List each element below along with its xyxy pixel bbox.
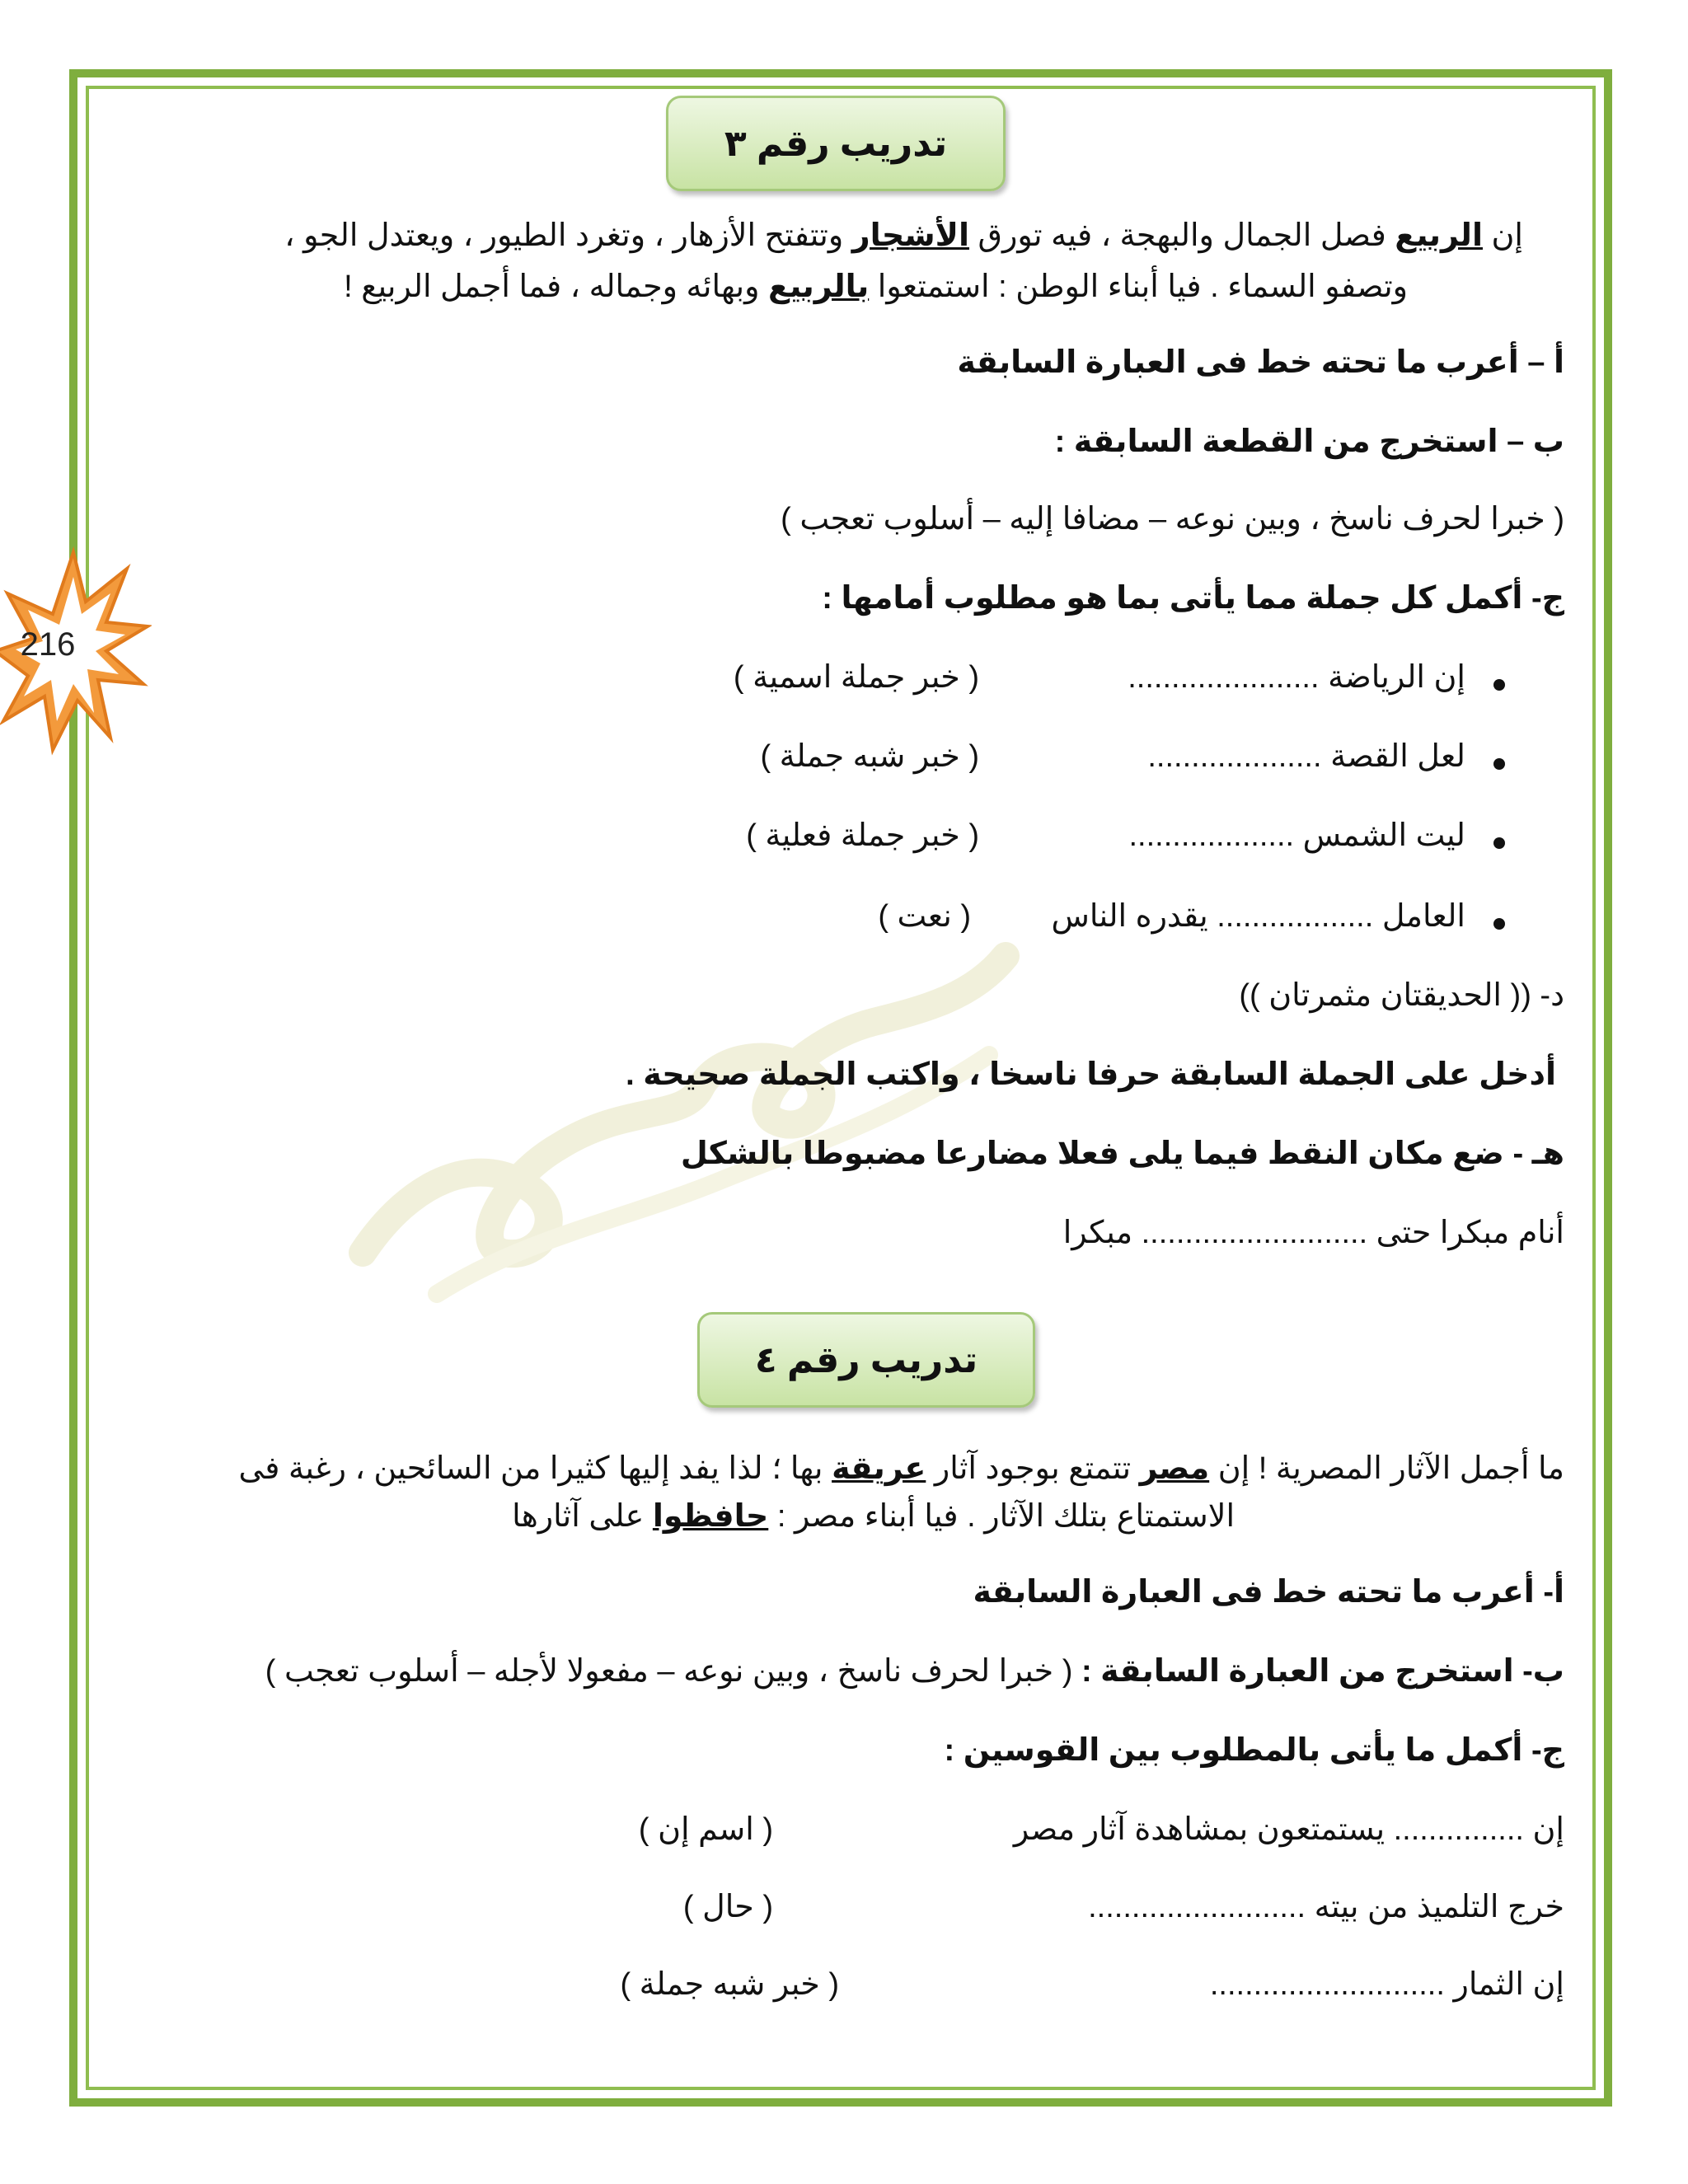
exercise-4-paragraph-line-1 xyxy=(239,1451,1564,1488)
underlined-word: عريقة xyxy=(832,1451,926,1486)
exercise-3-paragraph-line-2 xyxy=(344,269,1408,307)
exercise-4-item-1-text: إن ............... يستمتعون بمشاهدة آثار مصر xyxy=(1013,1812,1564,1847)
exercise-4-title xyxy=(697,1312,1035,1408)
underlined-word: مصر xyxy=(1139,1451,1210,1486)
exercise-4-question-b xyxy=(265,1653,1564,1691)
bullet-icon xyxy=(1493,758,1505,770)
exercise-3-item-3-text: ليت الشمس ................... xyxy=(1128,818,1465,853)
exercise-3-question-b: ب – استخرج من القطعة السابقة : xyxy=(1054,424,1564,459)
exercise-4-item-2-text: خرج التلميذ من بيته ......................... xyxy=(1088,1890,1564,1924)
text-segment: وتصفو السماء . فيا أبناء الوطن : استمتعوا xyxy=(869,269,1408,304)
exercise-3-title xyxy=(666,96,1006,191)
text-segment: وتتفتح الأزهار ، وتغرد الطيور ، ويعتدل الجو ، xyxy=(284,218,852,253)
exercise-4-question-b-label: ب- استخرج من العبارة السابقة : xyxy=(1081,1654,1564,1689)
exercise-3-question-b-items: ( خبرا لحرف ناسخ ، وبين نوعه – مضافا إليه – أسلوب تعجب ) xyxy=(781,502,1564,537)
exercise-3-question-d: د- (( الحديقتان مثمرتان )) xyxy=(1239,978,1564,1013)
exercise-4-title-text: تدريب رقم ٤ xyxy=(754,1339,978,1380)
exercise-3-item-4-hint: ( نعت ) xyxy=(878,899,971,934)
exercise-4-item-3-hint: ( خبر شبه جملة ) xyxy=(620,1967,839,2002)
exercise-3-item-2-hint: ( خبر شبه جملة ) xyxy=(760,739,979,774)
exercise-3-question-e-line: أنام مبكرا حتى .......................... مبكرا xyxy=(1062,1216,1564,1250)
bullet-icon xyxy=(1493,679,1505,691)
exercise-3-question-c: ج- أكمل كل جملة مما يأتى بما هو مطلوب أمامها : xyxy=(822,581,1564,616)
exercise-4-paragraph-line-2 xyxy=(512,1498,1235,1536)
text-segment: الاستمتاع بتلك الآثار . فيا أبناء مصر : xyxy=(768,1499,1235,1534)
underlined-word: الربيع xyxy=(1395,218,1483,253)
page-number: 216 xyxy=(20,626,76,663)
text-segment: ما أجمل الآثار المصرية ! إن xyxy=(1209,1451,1564,1486)
bullet-icon xyxy=(1493,918,1505,930)
exercise-3-paragraph-line-1 xyxy=(284,218,1523,255)
exercise-4-item-2-hint: ( حال ) xyxy=(682,1890,773,1924)
exercise-4-question-a: أ- أعرب ما تحته خط فى العبارة السابقة xyxy=(973,1575,1564,1610)
text-segment: بها ؛ لذا يفد إليها كثيرا من السائحين ، رغبة فى xyxy=(238,1451,832,1486)
text-segment: على آثارها xyxy=(512,1499,653,1534)
exercise-4-question-c: ج- أكمل ما يأتى بالمطلوب بين القوسين : xyxy=(944,1733,1564,1768)
exercise-3-item-4-text: العامل .................. يقدره الناس xyxy=(1051,899,1465,934)
text-segment: وبهائه وجماله ، فما أجمل الربيع ! xyxy=(344,269,769,304)
exercise-4-question-b-items: ( خبرا لحرف ناسخ ، وبين نوعه – مفعولا لأجله – أسلوب تعجب ) xyxy=(265,1654,1081,1689)
exercise-4-item-3-text: إن الثمار ........................... xyxy=(1209,1967,1564,2002)
underlined-word: بالربيع xyxy=(768,269,870,304)
underlined-word: الأشجار xyxy=(851,218,969,253)
exercise-4-item-1-hint: ( اسم إن ) xyxy=(638,1812,773,1847)
exercise-3-item-2-text: لعل القصة .................... xyxy=(1147,739,1465,774)
bullet-icon xyxy=(1493,837,1505,849)
underlined-word: حافظوا xyxy=(652,1499,769,1534)
exercise-3-question-d-task: أدخل على الجملة السابقة حرفا ناسخا ، واكتب الجملة صحيحة . xyxy=(626,1057,1556,1092)
exercise-3-title-text: تدريب رقم ٣ xyxy=(724,123,948,164)
text-segment: إن xyxy=(1482,218,1523,253)
exercise-3-item-1-text: إن الرياضة ...................... xyxy=(1128,660,1465,695)
text-segment: فصل الجمال والبهجة ، فيه تورق xyxy=(968,218,1395,253)
text-segment: تتمتع بوجود آثار xyxy=(926,1451,1140,1486)
exercise-3-question-a: أ – أعرب ما تحته خط فى العبارة السابقة xyxy=(957,345,1564,380)
exercise-3-item-3-hint: ( خبر جملة فعلية ) xyxy=(746,818,979,853)
exercise-3-question-e: هـ - ضع مكان النقط فيما يلى فعلا مضارعا مضبوطا بالشكل xyxy=(680,1137,1564,1171)
exercise-3-item-1-hint: ( خبر جملة اسمية ) xyxy=(733,660,979,695)
